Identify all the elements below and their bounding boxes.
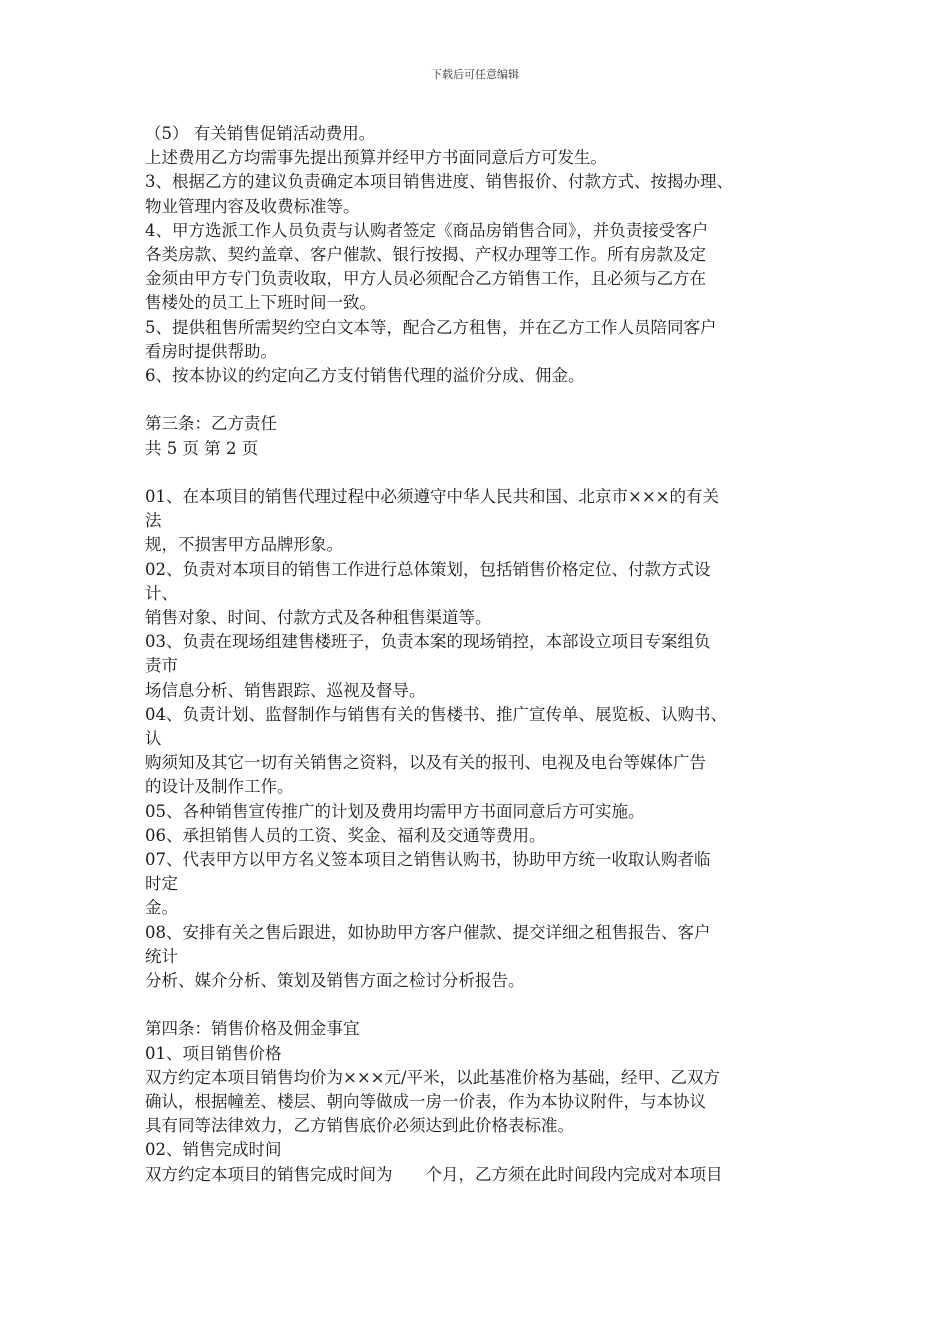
text-line: 5、提供租售所需契约空白文本等，配合乙方租售，并在乙方工作人员陪同客户 <box>145 317 717 337</box>
text-line: 责市 <box>145 656 178 676</box>
text-line: 售楼处的员工上下班时间一致。 <box>145 293 376 313</box>
text-line: 具有同等法律效力，乙方销售底价必须达到此价格表标准。 <box>145 1116 574 1136</box>
text-line: 双方约定本项目的销售完成时间为 个月，乙方须在此时间段内完成对本项目 <box>145 1164 723 1184</box>
text-line: 第四条：销售价格及佣金事宜 <box>145 1019 360 1039</box>
text-line: 看房时提供帮助。 <box>145 341 277 361</box>
text-line: 场信息分析、销售跟踪、巡视及督导。 <box>145 680 426 700</box>
text-line: 08、安排有关之售后跟进，如协助甲方客户催款、提交详细之租售报告、客户 <box>145 922 711 942</box>
text-line: 销售对象、时间、付款方式及各种租售渠道等。 <box>145 608 492 628</box>
text-line: 物业管理内容及收费标准等。 <box>145 196 360 216</box>
text-line: 的设计及制作工作。 <box>145 777 294 797</box>
text-line: 金。 <box>145 898 178 918</box>
text-line: 统计 <box>145 946 178 966</box>
text-line: 4、甲方选派工作人员负责与认购者签定《商品房销售合同》，并负责接受客户 <box>145 220 709 240</box>
text-line: 上述费用乙方均需事先提出预算并经甲方书面同意后方可发生。 <box>145 148 607 168</box>
text-line: 各类房款、契约盖章、客户催款、银行按揭、产权办理等工作。所有房款及定 <box>145 245 706 265</box>
text-line: 3、根据乙方的建议负责确定本项目销售进度、销售报价、付款方式、按揭办理、 <box>145 172 733 192</box>
text-line: 计、 <box>145 583 178 603</box>
text-line: 双方约定本项目销售均价为×××元/平米，以此基准价格为基础，经甲、乙双方 <box>145 1067 721 1087</box>
blank-line <box>145 461 835 485</box>
text-line: （5） 有关销售促销活动费用。 <box>145 124 376 143</box>
text-line: 6、按本协议的约定向乙方支付销售代理的溢价分成、佣金。 <box>145 366 585 386</box>
text-line: 02、负责对本项目的销售工作进行总体策划，包括销售价格定位、付款方式设 <box>145 559 711 579</box>
text-line: 05、各种销售宣传推广的计划及费用均需甲方书面同意后方可实施。 <box>145 801 645 821</box>
document-body <box>145 122 835 1187</box>
text-line: 01、项目销售价格 <box>145 1043 282 1063</box>
text-line: 确认，根据幢差、楼层、朝向等做成一房一价表，作为本协议附件，与本协议 <box>145 1092 706 1112</box>
page-header: 下载后可任意编辑 <box>431 68 519 81</box>
text-line: 02、销售完成时间 <box>145 1140 282 1160</box>
text-line: 第三条：乙方责任 <box>145 414 277 434</box>
text-line: 时定 <box>145 874 178 894</box>
blank-line <box>145 388 835 412</box>
text-line: 分析、媒介分析、策划及销售方面之检讨分析报告。 <box>145 971 525 991</box>
text-line: 01、在本项目的销售代理过程中必须遵守中华人民共和国、北京市×××的有关 <box>145 487 719 507</box>
text-line: 06、承担销售人员的工资、奖金、福利及交通等费用。 <box>145 825 546 845</box>
text-line: 共 5 页 第 2 页 <box>145 438 259 458</box>
text-line: 法 <box>145 511 162 531</box>
blank-line <box>145 993 835 1017</box>
text-line: 金须由甲方专门负责收取，甲方人员必须配合乙方销售工作，且必须与乙方在 <box>145 269 706 289</box>
text-line: 认 <box>145 729 162 749</box>
text-line: 规，不损害甲方品牌形象。 <box>145 535 343 555</box>
text-line: 07、代表甲方以甲方名义签本项目之销售认购书，协助甲方统一收取认购者临 <box>145 850 711 870</box>
text-line: 03、负责在现场组建售楼班子，负责本案的现场销控，本部设立项目专案组负 <box>145 632 711 652</box>
text-line: 04、负责计划、监督制作与销售有关的售楼书、推广宣传单、展览板、认购书、 <box>145 704 727 724</box>
text-line: 购须知及其它一切有关销售之资料，以及有关的报刊、电视及电台等媒体广告 <box>145 753 706 773</box>
